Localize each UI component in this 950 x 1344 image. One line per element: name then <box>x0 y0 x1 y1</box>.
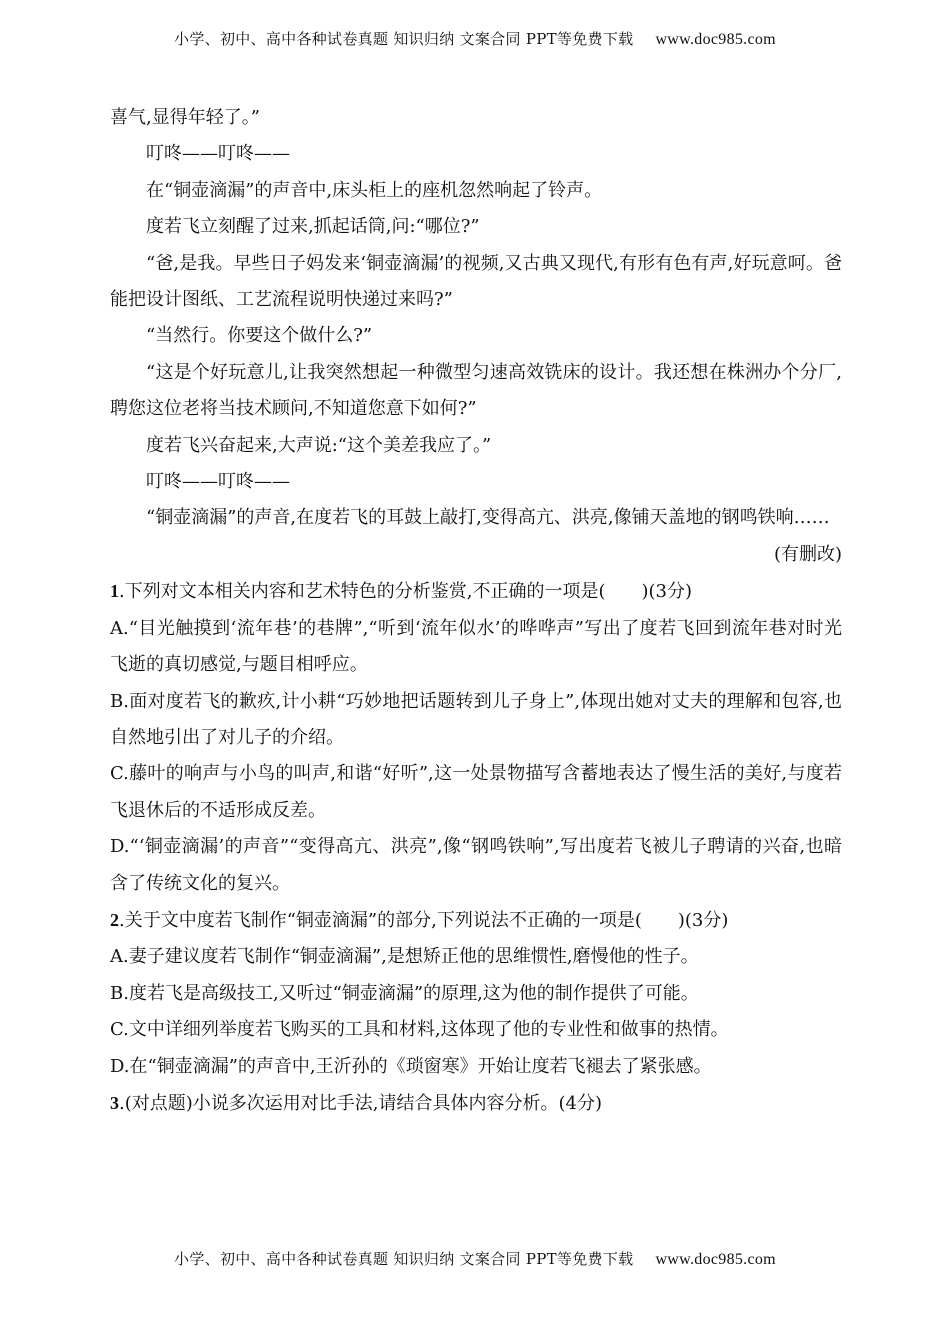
question-text: .下列对文本相关内容和艺术特色的分析鉴赏,不正确的一项是( )(3分) <box>119 581 692 603</box>
question-option: B.度若飞是高级技工,又听过“铜壶滴漏”的原理,这为他的制作提供了可能。 <box>110 982 699 1004</box>
story-paragraph: “这是个好玩意儿,让我突然想起一种微型匀速高效铣床的设计。我还想在株洲办个分厂,聘您这位老将当技术顾问,不知道您意下如何?” <box>110 361 842 420</box>
question-option: D.“‘铜壶滴漏’的声音”“变得高亢、洪亮”,像“钢鸣铁响”,写出度若飞被儿子聘请的兴奋,也暗含了传统文化的复兴。 <box>110 836 842 894</box>
question-option: B.面对度若飞的歉疚,计小耕“巧妙地把话题转到儿子身上”,体现出她对丈夫的理解和包容,也自然地引出了对儿子的介绍。 <box>110 690 842 748</box>
story-paragraph: 度若飞立刻醒了过来,抓起话筒,问:“哪位?” <box>146 216 480 238</box>
story-paragraph: 叮咚——叮咚—— <box>146 143 290 165</box>
question-number: 3 <box>110 1092 119 1113</box>
question-option: A.“目光触摸到‘流年巷’的巷牌”,“听到‘流年似水’的哗哗声”写出了度若飞回到流年巷对时光飞逝的真切感觉,与题目相呼应。 <box>110 617 842 676</box>
question-option: C.藤叶的响声与小鸟的叫声,和谐“好听”,这一处景物描写含蓄地表达了慢生活的美好,与度若飞退休后的不适形成反差。 <box>110 763 842 821</box>
footer-site-link[interactable]: www.doc985.com <box>655 1251 776 1268</box>
question-text: .(对点题)小说多次运用对比手法,请结合具体内容分析。(4分) <box>119 1092 602 1114</box>
story-paragraph: 在“铜壶滴漏”的声音中,床头柜上的座机忽然响起了铃声。 <box>146 179 603 201</box>
question-stem <box>110 902 842 939</box>
story-paragraph: 喜气,显得年轻了。” <box>110 107 260 128</box>
question-number: 1 <box>110 581 119 602</box>
question-stem <box>110 1085 842 1122</box>
header-site-link[interactable]: www.doc985.com <box>655 31 776 48</box>
question-option: A.妻子建议度若飞制作“铜壶滴漏”,是想矫正他的思维惯性,磨慢他的性子。 <box>110 946 699 968</box>
question-option: C.文中详细列举度若飞购买的工具和材料,这体现了他的专业性和做事的热情。 <box>110 1019 729 1041</box>
story-paragraph: “爸,是我。早些日子妈发来‘铜壶滴漏’的视频,又古典又现代,有形有色有声,好玩意呵。爸能把设计图纸、工艺流程说明快递过来吗?” <box>110 252 842 311</box>
question-number: 2 <box>110 909 119 930</box>
story-paragraph: “铜壶滴漏”的声音,在度若飞的耳鼓上敲打,变得高亢、洪亮,像铺天盖地的钢鸣铁响…… <box>146 507 830 529</box>
question-stem <box>110 573 842 610</box>
story-paragraph: 度若飞兴奋起来,大声说:“这个美差我应了。” <box>146 434 492 456</box>
story-paragraph: “当然行。你要这个做什么?” <box>146 325 373 347</box>
question-option: D.在“铜壶滴漏”的声音中,王沂孙的《琐窗寒》开始让度若飞褪去了紧张感。 <box>110 1055 712 1077</box>
header-text: 小学、初中、高中各种试卷真题 知识归纳 文案合同 PPT等免费下载 <box>174 30 634 48</box>
footer-text: 小学、初中、高中各种试卷真题 知识归纳 文案合同 PPT等免费下载 <box>174 1250 634 1268</box>
story-paragraph: 叮咚——叮咚—— <box>146 471 290 493</box>
document-body <box>110 100 842 1122</box>
page-header <box>0 28 950 49</box>
source-note: (有删改) <box>773 543 842 565</box>
question-text: .关于文中度若飞制作“铜壶滴漏”的部分,下列说法不正确的一项是( )(3分) <box>119 909 729 931</box>
page-footer <box>0 1248 950 1269</box>
